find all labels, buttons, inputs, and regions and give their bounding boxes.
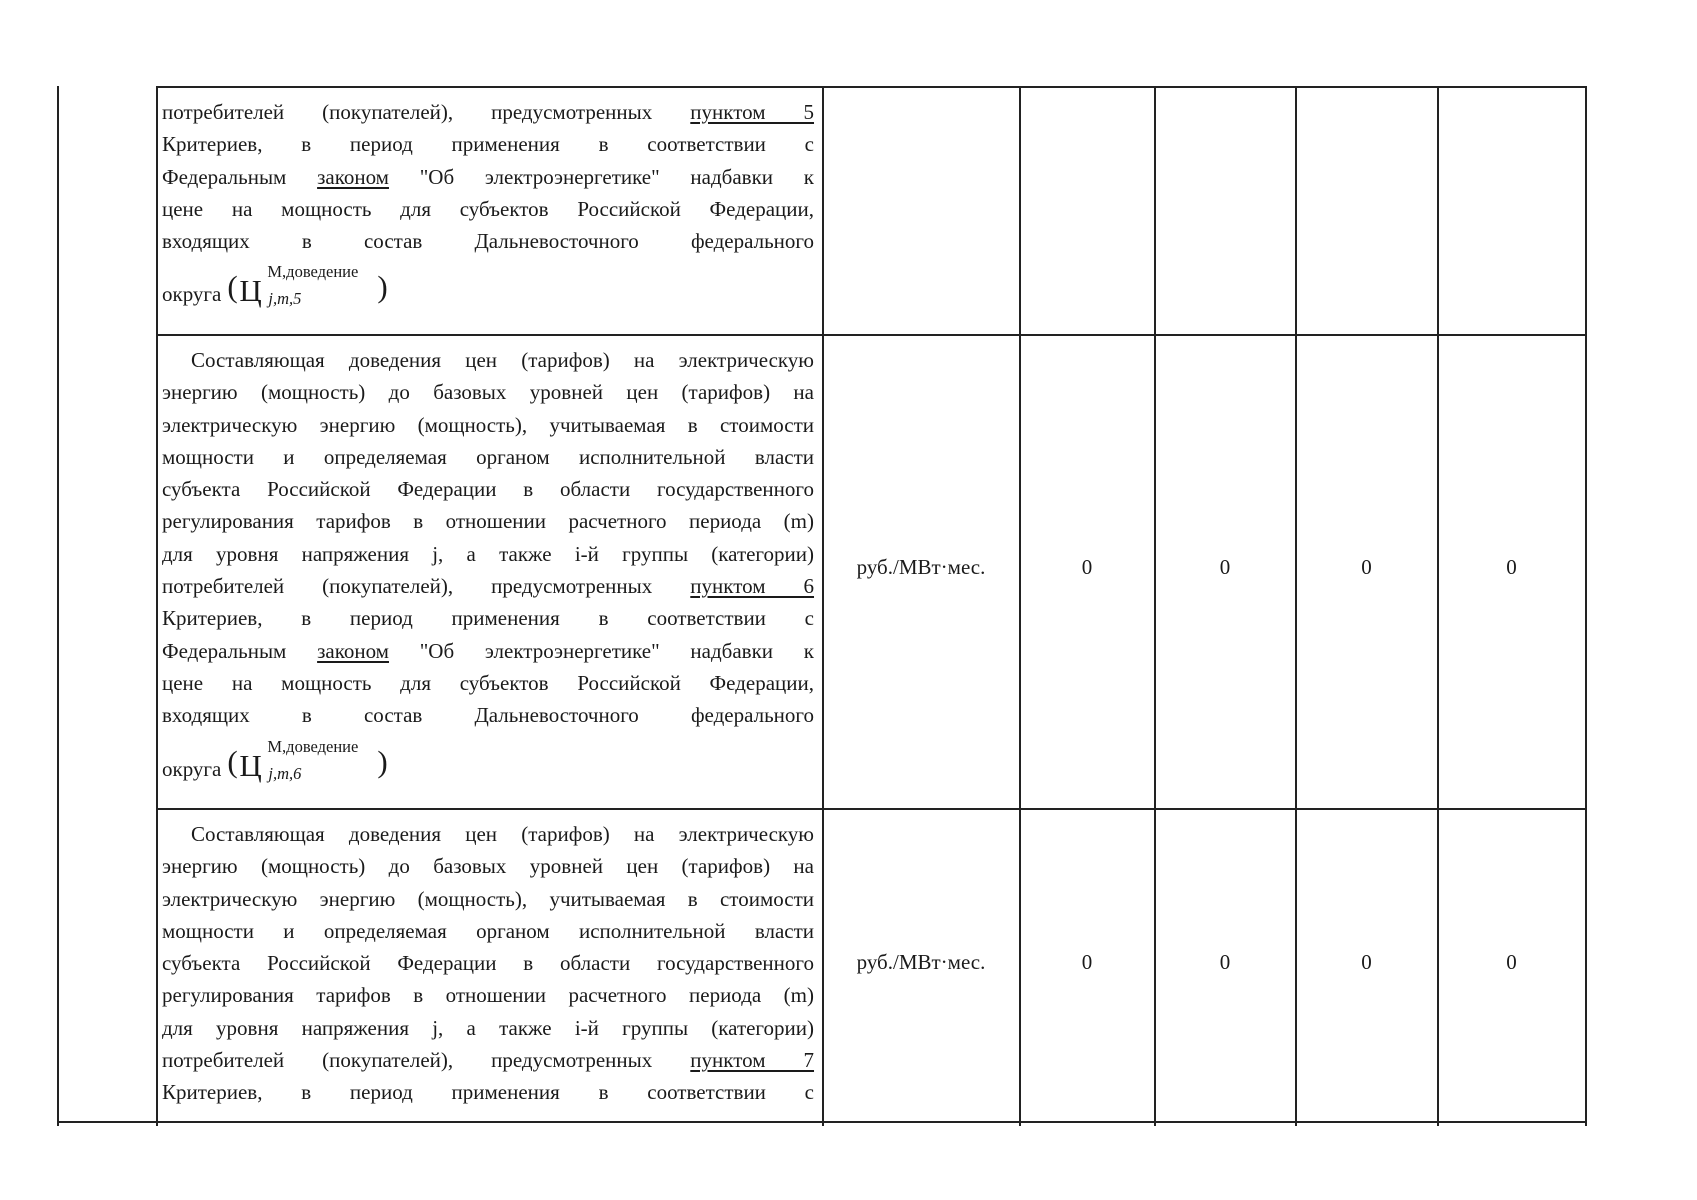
text-line: Критериев, в период применения в соответствии с	[162, 132, 814, 157]
row-divider	[156, 86, 1587, 88]
text-line: энергию (мощность) до базовых уровней цен (тарифов) на	[162, 854, 814, 879]
table-left-border	[57, 86, 59, 1126]
row-3-unit: руб./МВт·мес.	[856, 950, 986, 974]
text-line: потребителей (покупателей), предусмотренных пунктом 7	[162, 1048, 815, 1073]
text-line: Федеральным законом "Об электроэнергетике" надбавки к	[162, 164, 814, 189]
text-line: округа ( Ц М,доведение j,m,5 )	[162, 271, 814, 315]
text-line: потребителей (покупателей), предусмотренных пунктом 5	[162, 100, 815, 124]
row-3-value-1: 0	[1081, 950, 1093, 974]
text-line: входящих в состав Дальневосточного федерального	[162, 229, 814, 254]
text-line: входящих в состав Дальневосточного федерального	[162, 703, 814, 728]
text-line: регулирования тарифов в отношении расчетного периода (m)	[162, 983, 814, 1008]
row-2-value-2: 0	[1219, 555, 1231, 579]
row-divider	[156, 334, 1587, 336]
reference-link-zakon[interactable]: законом	[317, 164, 389, 189]
row-3-value-4: 0	[1506, 950, 1517, 974]
text-line: электрическую энергию (мощность), учитываемая в стоимости	[162, 886, 814, 911]
row-2-value-3: 0	[1361, 555, 1372, 579]
reference-link-punkt-6[interactable]: пунктом 6	[690, 574, 815, 599]
text-line: для уровня напряжения j, а также i-й группы (категории)	[162, 541, 814, 566]
text-line: регулирования тарифов в отношении расчетного периода (m)	[162, 509, 814, 534]
text-line: Критериев, в период применения в соответствии с	[162, 606, 814, 631]
row-2-value-1: 0	[1081, 555, 1093, 579]
text-line: субъекта Российской Федерации в области государственного	[162, 477, 814, 502]
reference-link-zakon[interactable]: законом	[317, 638, 389, 663]
reference-link-punkt-7[interactable]: пунктом 7	[690, 1048, 815, 1073]
table-bottom-border	[57, 1121, 1587, 1123]
text-line: мощности и определяемая органом исполнительной власти	[162, 918, 814, 943]
text-line: субъекта Российской Федерации в области государственного	[162, 951, 814, 976]
text-line: для уровня напряжения j, а также i-й группы (категории)	[162, 1015, 814, 1040]
text-line: электрическую энергию (мощность), учитываемая в стоимости	[162, 412, 814, 437]
row-2-unit: руб./МВт·мес.	[856, 555, 986, 579]
text-line: цене на мощность для субъектов Российской Федерации,	[162, 670, 814, 695]
text-line: Составляющая доведения цен (тарифов) на электрическую	[191, 348, 814, 372]
text-line: Критериев, в период применения в соответствии с	[162, 1080, 814, 1105]
column-divider	[156, 86, 158, 1126]
row-divider	[156, 808, 1587, 810]
text-line: Составляющая доведения цен (тарифов) на электрическую	[191, 822, 814, 846]
row-3-value-3: 0	[1361, 950, 1372, 974]
row-3-description	[162, 818, 814, 1109]
table-right-border	[1585, 86, 1587, 1126]
text-line: энергию (мощность) до базовых уровней цен (тарифов) на	[162, 380, 814, 405]
reference-link-punkt-5[interactable]: пунктом 5	[690, 100, 815, 124]
text-line: округа ( Ц М,доведение j,m,6 )	[162, 746, 814, 790]
text-line: Федеральным законом "Об электроэнергетике" надбавки к	[162, 638, 814, 663]
row-2-value-4: 0	[1506, 555, 1517, 579]
row-3-value-2: 0	[1219, 950, 1231, 974]
text-line: цене на мощность для субъектов Российской Федерации,	[162, 196, 814, 221]
price-formula: ( Ц М,доведение j,m,5 )	[227, 262, 388, 309]
row-2-description	[162, 344, 814, 790]
price-formula: ( Ц М,доведение j,m,6 )	[227, 736, 388, 783]
text-line: мощности и определяемая органом исполнительной власти	[162, 444, 814, 469]
text-line: потребителей (покупателей), предусмотренных пунктом 6	[162, 574, 815, 599]
row-1-description	[162, 96, 814, 315]
